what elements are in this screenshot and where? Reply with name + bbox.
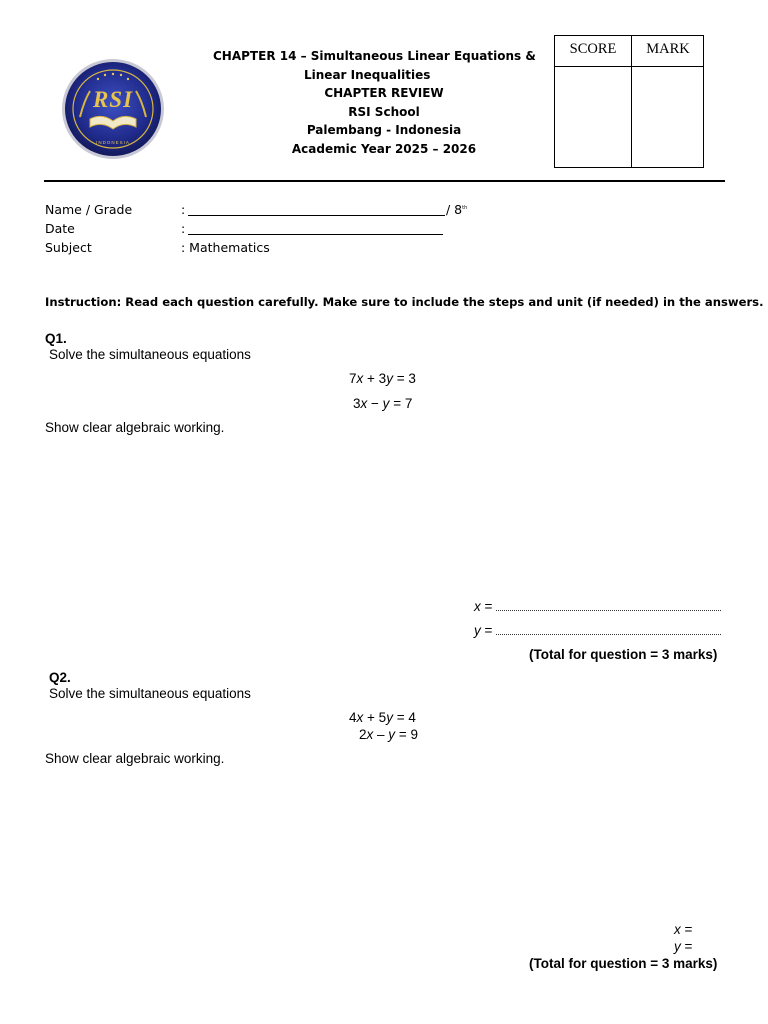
date-label: Date [45, 221, 75, 236]
q1-eq2-op: − [371, 396, 383, 411]
q2-x-eq: = [684, 922, 693, 937]
q1-y-label: y [474, 623, 481, 638]
q2-eq2-var-y: y [388, 727, 396, 742]
instruction-text: Instruction: Read each question carefully. Make sure to include the steps and unit (if needed) in the answers. [45, 295, 764, 309]
q2-equation-1 [349, 710, 416, 725]
q1-working-instruction: Show clear algebraic working. [45, 420, 225, 435]
q2-eq1-rhs: = 4 [396, 710, 416, 725]
q2-equation-2 [359, 727, 418, 742]
q2-total-marks: (Total for question = 3 marks) [529, 956, 718, 971]
subject-value: : Mathematics [181, 240, 270, 255]
q2-eq1-coef-x: 4 [349, 710, 357, 725]
score-header: SCORE [569, 41, 617, 57]
score-table [554, 35, 704, 168]
q1-eq1-coef-y: + 3 [367, 371, 387, 386]
subject-label: Subject [45, 240, 92, 255]
q1-y-eq: = [484, 623, 493, 638]
q1-eq1-rhs: = 3 [396, 371, 416, 386]
q2-eq1-var-y: y [386, 710, 393, 725]
header-title-line1: CHAPTER 14 – Simultaneous Linear Equations & [213, 49, 536, 63]
q1-eq1-coef-x: 7 [349, 371, 357, 386]
q1-equation-1 [349, 371, 416, 386]
document-header [190, 47, 578, 159]
header-divider [44, 180, 725, 182]
mark-cell[interactable] [632, 67, 703, 167]
q1-eq2-coef-x: 3 [353, 396, 361, 411]
header-academic-year: Academic Year 2025 – 2026 [291, 141, 477, 156]
header-title-line2: Linear Inequalities [304, 67, 431, 82]
q2-eq1-coef-y: + 5 [367, 710, 387, 725]
q2-label: Q2. [49, 670, 71, 685]
q2-working-instruction: Show clear algebraic working. [45, 751, 225, 766]
mark-header: MARK [646, 41, 690, 57]
q2-y-label: y [674, 939, 681, 954]
q2-eq2-coef-x: 2 [359, 727, 367, 742]
logo-text: RSI [92, 87, 134, 112]
q1-label: Q1. [45, 331, 67, 346]
q1-eq2-var-y: y [382, 396, 390, 411]
name-underline [188, 202, 445, 216]
date-field[interactable] [188, 221, 448, 240]
name-label: Name / Grade [45, 202, 133, 217]
school-logo [60, 57, 166, 161]
header-school: RSI School [348, 104, 420, 119]
q2-prompt: Solve the simultaneous equations [49, 686, 251, 701]
q1-eq1-var-y: y [386, 371, 393, 386]
grade-suffix [446, 202, 467, 217]
q2-eq2-rhs: = 9 [398, 727, 418, 742]
q2-x-label: x [674, 922, 681, 937]
q1-x-answer[interactable] [474, 598, 721, 614]
name-colon: : [181, 202, 186, 217]
q1-y-dotted-line [496, 622, 721, 635]
q1-total-marks: (Total for question = 3 marks) [529, 647, 718, 662]
q2-eq1-var-x: x [356, 710, 364, 725]
q1-y-answer[interactable] [474, 622, 721, 638]
q1-x-label: x [474, 599, 481, 614]
q2-y-eq: = [684, 939, 693, 954]
date-colon: : [181, 221, 186, 236]
q2-x-answer[interactable] [674, 922, 692, 937]
grade-suffix-text: / 8 [446, 202, 463, 217]
name-grade-field[interactable] [188, 202, 448, 221]
q1-eq1-var-x: x [356, 371, 364, 386]
score-cell[interactable] [555, 67, 631, 167]
q2-eq2-var-x: x [366, 727, 374, 742]
q1-prompt: Solve the simultaneous equations [49, 347, 251, 362]
q1-eq2-rhs: = 7 [393, 396, 413, 411]
q1-working-area[interactable] [45, 440, 725, 590]
date-underline [188, 221, 443, 235]
header-subtitle: CHAPTER REVIEW [324, 86, 444, 101]
q2-working-area[interactable] [45, 772, 725, 917]
q1-eq2-var-x: x [360, 396, 368, 411]
q1-equation-2 [353, 396, 412, 411]
q1-x-eq: = [484, 599, 493, 614]
logo-ring-text: INDONESIA [96, 140, 130, 145]
q1-x-dotted-line [496, 598, 721, 611]
q2-y-answer[interactable] [674, 939, 692, 954]
grade-superscript: th [462, 204, 468, 211]
header-location: Palembang - Indonesia [306, 123, 462, 138]
q2-eq2-op: – [377, 727, 389, 742]
